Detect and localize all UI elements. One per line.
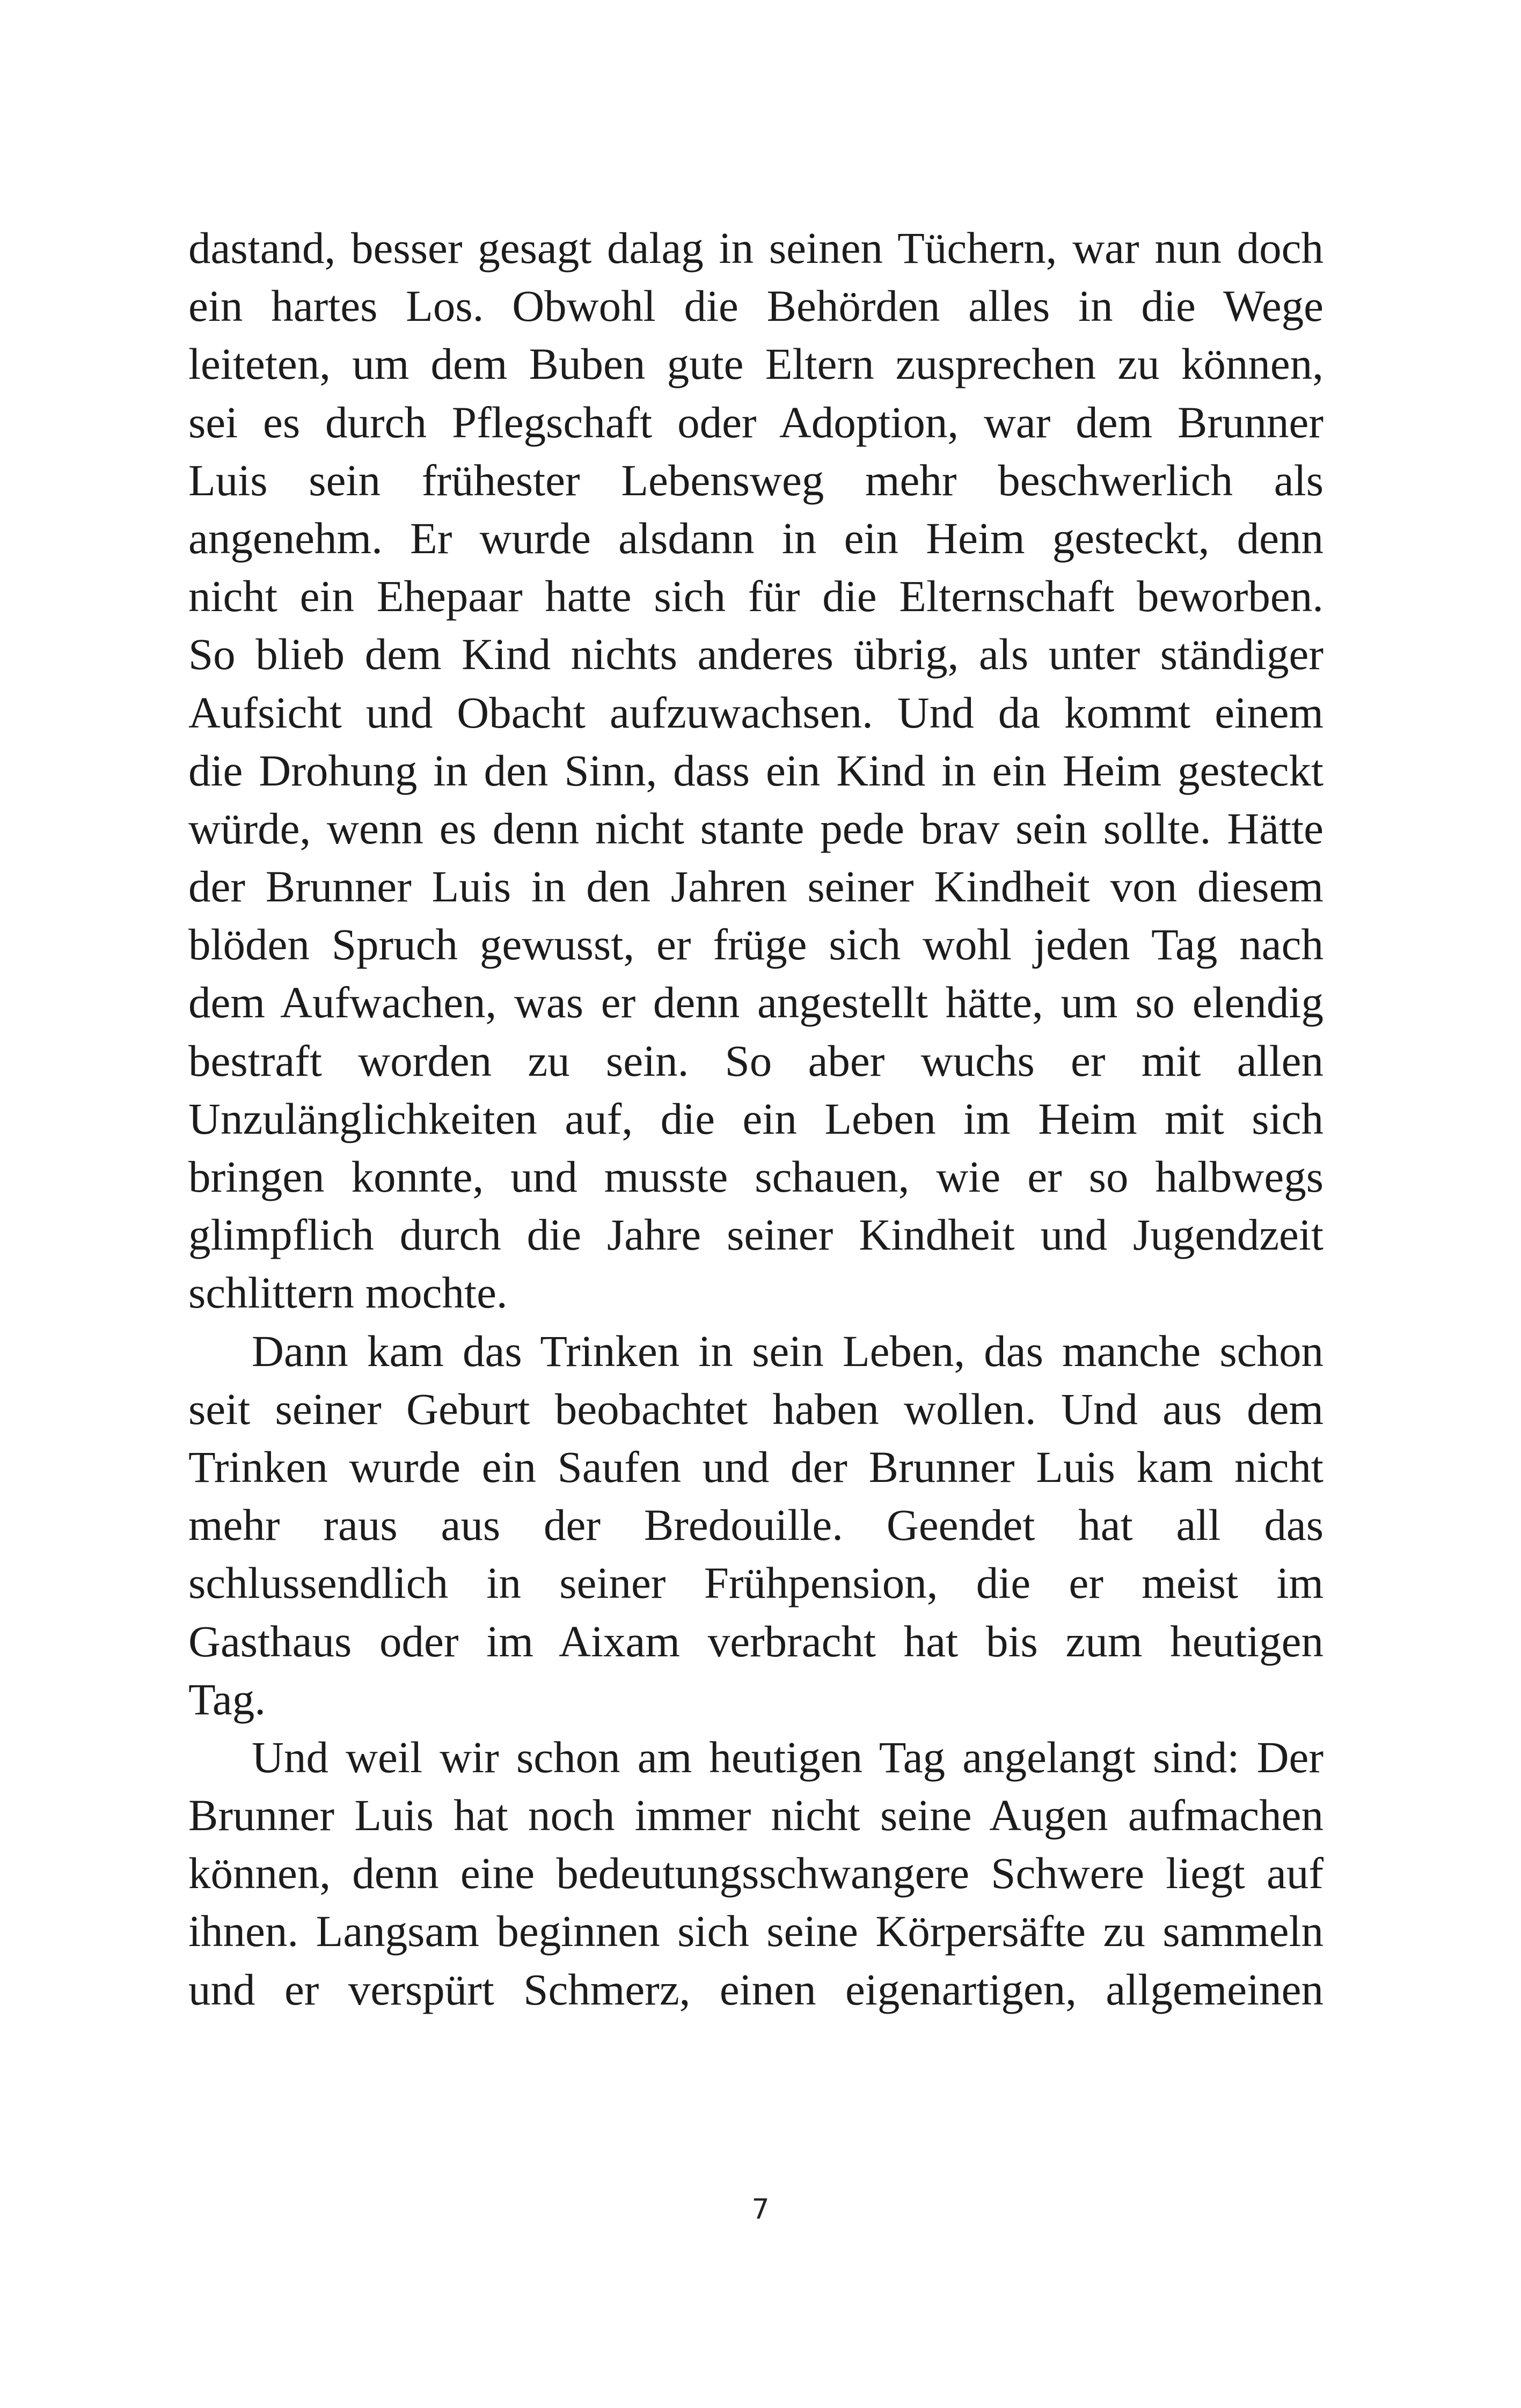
text-line: blöden Spruch gewusst, er früge sich wohl jeden Tag nach	[188, 920, 1323, 970]
text-line: die Drohung in den Sinn, dass ein Kind in ein Heim gesteckt	[188, 745, 1323, 795]
text-line: ein hartes Los. Obwohl die Behörden alles in die Wege	[188, 281, 1323, 331]
text-line: bringen konnte, und musste schauen, wie er so halbwegs	[188, 1152, 1323, 1201]
text-line: sei es durch Pflegschaft oder Adoption, war dem Brunner	[188, 397, 1323, 447]
text-line: Aufsicht und Obacht aufzuwachsen. Und da kommt einem	[188, 687, 1323, 737]
text-line: Luis sein frühester Lebensweg mehr beschwerlich als	[188, 455, 1323, 505]
text-line: Dann kam das Trinken in sein Leben, das manche schon	[252, 1326, 1323, 1376]
text-line: Trinken wurde ein Saufen und der Brunner Luis kam nicht	[188, 1442, 1323, 1492]
text-line: mehr raus aus der Bredouille. Geendet hat all das	[188, 1500, 1323, 1550]
text-line: ihnen. Langsam beginnen sich seine Körpersäfte zu sammeln	[188, 1906, 1323, 1956]
text-line: So blieb dem Kind nichts anderes übrig, als unter ständiger	[188, 629, 1323, 679]
page-number: 7	[751, 2193, 770, 2226]
text-line: Unzulänglichkeiten auf, die ein Leben im Heim mit sich	[188, 1093, 1323, 1143]
text-line: nicht ein Ehepaar hatte sich für die Elternschaft beworben.	[188, 571, 1323, 621]
text-line: Und weil wir schon am heutigen Tag angelangt sind: Der	[252, 1732, 1323, 1782]
text-line: schlussendlich in seiner Frühpension, die er meist im	[188, 1558, 1323, 1608]
text-line: können, denn eine bedeutungsschwangere Schwere liegt auf	[188, 1848, 1323, 1898]
text-line: glimpflich durch die Jahre seiner Kindheit und Jugendzeit	[188, 1210, 1323, 1260]
text-line: bestraft worden zu sein. So aber wuchs er mit allen	[188, 1036, 1323, 1085]
text-line: und er verspürt Schmerz, einen eigenartigen, allgemeinen	[188, 1964, 1323, 2014]
text-line: der Brunner Luis in den Jahren seiner Kindheit von diesem	[188, 862, 1323, 912]
text-line: würde, wenn es denn nicht stante pede brav sein sollte. Hätte	[188, 803, 1323, 853]
body-text	[188, 219, 1323, 2018]
paragraph	[188, 1728, 1323, 2018]
text-line: seit seiner Geburt beobachtet haben wollen. Und aus dem	[188, 1384, 1323, 1434]
text-line: Tag.	[188, 1674, 266, 1724]
text-line: Brunner Luis hat noch immer nicht seine Augen aufmachen	[188, 1790, 1323, 1840]
text-line: Gasthaus oder im Aixam verbracht hat bis zum heutigen	[188, 1616, 1323, 1666]
text-line: leiteten, um dem Buben gute Eltern zusprechen zu können,	[188, 339, 1323, 389]
text-line: schlittern mochte.	[188, 1268, 508, 1318]
paragraph	[188, 1322, 1323, 1728]
paragraph	[188, 219, 1323, 1322]
text-line: dem Aufwachen, was er denn angestellt hätte, um so elendig	[188, 978, 1323, 1027]
text-line: angenehm. Er wurde alsdann in ein Heim gesteckt, denn	[188, 513, 1323, 563]
text-line: dastand, besser gesagt dalag in seinen Tüchern, war nun doch	[188, 223, 1323, 273]
